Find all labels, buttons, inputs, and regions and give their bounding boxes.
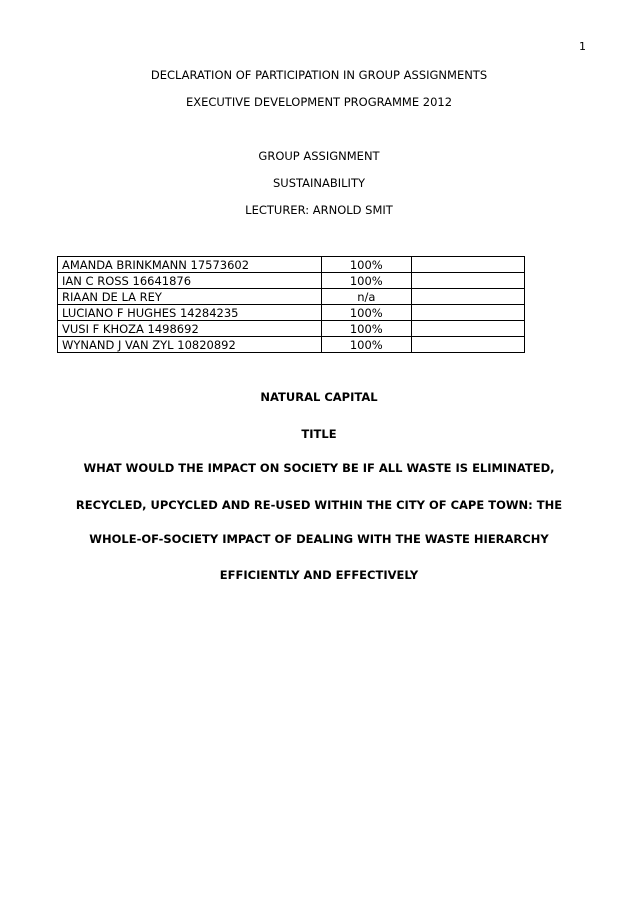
programme-heading: EXECUTIVE DEVELOPMENT PROGRAMME 2012 [185, 95, 453, 109]
participant-name: VUSI F KHOZA 1498692 [58, 321, 322, 337]
empty-cell [411, 273, 525, 289]
participation-value: 100% [322, 337, 411, 353]
empty-cell [411, 289, 525, 305]
assignment-heading: GROUP ASSIGNMENT [258, 149, 380, 163]
empty-cell [411, 337, 525, 353]
title-line: WHAT WOULD THE IMPACT ON SOCIETY BE IF ALL WASTE IS ELIMINATED, [83, 461, 555, 475]
participation-value: 100% [322, 321, 411, 337]
empty-cell [411, 257, 525, 273]
subject-heading: SUSTAINABILITY [272, 176, 365, 190]
table-row [58, 305, 525, 321]
empty-cell [411, 321, 525, 337]
page-number: 1 [579, 40, 586, 53]
participants-table [57, 256, 525, 353]
table-row [58, 321, 525, 337]
participant-name: WYNAND J VAN ZYL 10820892 [58, 337, 322, 353]
participant-name: AMANDA BRINKMANN 17573602 [58, 257, 322, 273]
table-row [58, 337, 525, 353]
participant-name: IAN C ROSS 16641876 [58, 273, 322, 289]
title-line: WHOLE-OF-SOCIETY IMPACT OF DEALING WITH THE WASTE HIERARCHY [89, 532, 549, 546]
table-row [58, 257, 525, 273]
title-line: RECYCLED, UPCYCLED AND RE-USED WITHIN THE CITY OF CAPE TOWN: THE [75, 498, 563, 512]
participation-value: 100% [322, 257, 411, 273]
table-row [58, 273, 525, 289]
title-label: TITLE [301, 427, 337, 441]
lecturer-heading: LECTURER: ARNOLD SMIT [245, 203, 393, 217]
participation-value: 100% [322, 273, 411, 289]
participation-value: n/a [322, 289, 411, 305]
empty-cell [411, 305, 525, 321]
declaration-heading: DECLARATION OF PARTICIPATION IN GROUP ASSIGNMENTS [150, 68, 488, 82]
participant-name: LUCIANO F HUGHES 14284235 [58, 305, 322, 321]
topic-heading: NATURAL CAPITAL [260, 390, 378, 404]
participation-value: 100% [322, 305, 411, 321]
participant-name: RIAAN DE LA REY [58, 289, 322, 305]
title-line: EFFICIENTLY AND EFFECTIVELY [219, 568, 419, 582]
table-row [58, 289, 525, 305]
